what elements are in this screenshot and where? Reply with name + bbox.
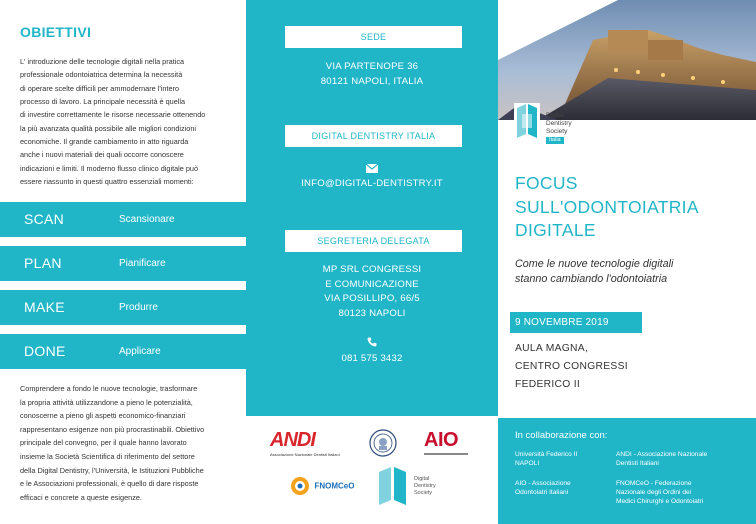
- objectives-line: la più avanzata qualità possibile alle migliori condizioni: [20, 123, 197, 133]
- event-date: 9 NOVEMBRE 2019: [510, 312, 642, 333]
- aio-wordmark: AIO: [424, 429, 459, 451]
- conclusion-line: Comprendere a fondo le nuove tecnologie, trasformare: [20, 384, 198, 393]
- title-line: FOCUS: [515, 173, 578, 193]
- conclusion-line: principale del convegno, per il quale hanno lavorato: [20, 438, 187, 448]
- logo-line: Dentistry: [546, 120, 572, 127]
- segreteria-label: SEGRETERIA DELEGATA: [285, 230, 462, 252]
- segreteria-line: VIA POSILLIPO, 66/5: [324, 293, 420, 305]
- objectives-line: economiche. Il grande cambiamento in atto riguarda: [20, 137, 189, 147]
- collab-line: AIO - Associazione: [515, 480, 571, 487]
- subtitle-line: stanno cambiando l'odontoiatria: [515, 273, 668, 285]
- step-done: [0, 334, 246, 369]
- sede-label: SEDE: [285, 26, 462, 48]
- step-word: DONE: [24, 343, 66, 359]
- collab-line: Università Federico II: [515, 451, 578, 458]
- segreteria-address: [246, 263, 498, 321]
- dds-small-line: Dentistry: [414, 483, 436, 489]
- digital-dentistry-society-logo: [514, 100, 624, 155]
- andi-logo: [270, 430, 360, 457]
- university-seal-logo: [369, 429, 397, 462]
- sede-address: [246, 60, 498, 89]
- conclusion-line: conoscerne a pieno gli aspetti economico-finanziari: [20, 411, 186, 421]
- aio-divider: [424, 453, 468, 455]
- fnomceo-logo: [290, 476, 354, 496]
- segreteria-line: 80123 NAPOLI: [338, 307, 406, 319]
- conclusion-line: della Digital Dentistry, l'Università, le Istituzioni Pubbliche: [20, 465, 204, 475]
- collab-line: ANDI - Associazione Nazionale: [616, 451, 708, 458]
- step-scan: [0, 202, 246, 237]
- right-panel: [498, 0, 756, 410]
- objectives-line: indicazioni e limiti. Il moderno flusso clinico digitale può: [20, 163, 199, 173]
- objectives-line: processo di lavoro. La principale necessità è quella: [20, 97, 186, 107]
- fnomceo-wordmark: FNOMCeO: [314, 481, 355, 491]
- segreteria-line: MP SRL CONGRESSI: [322, 264, 422, 275]
- collab-item-fnomceo: [616, 480, 703, 506]
- partner-logos: [246, 410, 498, 524]
- dds-small-line: Digital: [414, 476, 430, 482]
- andi-wordmark: ANDI: [270, 429, 315, 451]
- step-word: SCAN: [24, 211, 65, 227]
- venue-line: AULA MAGNA,: [515, 343, 589, 354]
- step-word: MAKE: [24, 299, 65, 315]
- dd-italia-label: DIGITAL DENTISTRY ITALIA: [285, 125, 462, 147]
- logo-line: Digital: [546, 112, 565, 119]
- objectives-line: professionale odontoiatrica determina la necessità: [20, 70, 183, 80]
- venue-line: FEDERICO II: [515, 379, 581, 390]
- subtitle-line: Come le nuove tecnologie digitali: [515, 258, 674, 270]
- step-desc: Applicare: [119, 346, 161, 357]
- fnomceo-emblem-icon: [290, 476, 310, 496]
- segreteria-line: E COMUNICAZIONE: [325, 278, 419, 290]
- step-word: PLAN: [24, 255, 62, 271]
- page-subtitle: [515, 257, 673, 287]
- andi-caption: Associazione Nazionale Dentisti Italiani: [270, 452, 340, 457]
- sede-line: VIA PARTENOPE 36: [325, 61, 419, 72]
- collaboration-panel: [498, 418, 756, 524]
- dds-small-text: [414, 476, 436, 497]
- objectives-line: L' introduzione delle tecnologie digitali nella pratica: [20, 57, 185, 66]
- step-make: [0, 290, 246, 325]
- step-desc: Scansionare: [119, 214, 175, 225]
- collab-item-andi: [616, 451, 707, 469]
- step-desc: Pianificare: [119, 258, 166, 269]
- collab-line: Odontoiatri Italiani: [515, 488, 569, 496]
- objectives-title: OBIETTIVI: [20, 24, 92, 40]
- objectives-line: di operare scelte difficili per ammodernare l'intero: [20, 83, 180, 93]
- dds-small-logo: [376, 466, 436, 511]
- sede-line: 80121 NAPOLI, ITALIA: [320, 75, 424, 87]
- envelope-icon: [246, 160, 498, 178]
- conclusion-line: la propria attività utilizzandone a pieno le potenzialità,: [20, 397, 193, 407]
- conclusion-line: rappresentano esigenze non più procrastinabili. Obiettivo: [20, 424, 205, 434]
- phone-number[interactable]: 081 575 3432: [341, 353, 403, 364]
- title-line: DIGITALE: [515, 220, 596, 240]
- left-panel: [0, 0, 246, 524]
- aio-logo: [424, 430, 468, 455]
- email-link[interactable]: INFO@DIGITAL-DENTISTRY.IT: [301, 178, 443, 189]
- step-desc: Produrre: [119, 302, 158, 313]
- logo-badge: Italia: [546, 137, 564, 144]
- step-plan: [0, 246, 246, 281]
- event-venue: [515, 340, 628, 394]
- collab-line: Medici Chirurghi e Odontoiatri: [616, 497, 704, 505]
- collaboration-title: In collaborazione con:: [515, 430, 608, 441]
- collab-line: NAPOLI: [515, 459, 540, 467]
- phone-icon: [246, 334, 498, 352]
- logo-line: Society: [546, 128, 568, 135]
- objectives-text: [20, 55, 226, 188]
- conclusion-line: efficaci e concrete a queste esigenze.: [20, 492, 142, 502]
- collab-line: Nazionale degli Ordini dei: [616, 488, 692, 496]
- title-line: SULL'ODONTOIATRIA: [515, 196, 699, 217]
- conclusion-text: [20, 382, 228, 504]
- middle-panel: [246, 0, 498, 410]
- venue-line: CENTRO CONGRESSI: [515, 361, 628, 372]
- collab-line: Dentisti Italiani: [616, 459, 659, 467]
- objectives-line: essere riassunto in questi quattro essenziali momenti:: [20, 177, 194, 187]
- logo-text: [546, 112, 572, 144]
- objectives-line: anche i nuovi materiali dei quali occorre conoscere: [20, 150, 184, 160]
- page-title: [515, 172, 699, 243]
- conclusion-line: insieme la Società Scientifica di riferimento del settore: [20, 451, 195, 461]
- collab-item-aio: [515, 480, 571, 498]
- conclusion-line: e le Associazioni professionali, è quello di dare risposte: [20, 479, 199, 489]
- objectives-line: di investire correttamente le risorse necessarie ottenendo: [20, 110, 206, 120]
- dds-small-line: Society: [414, 490, 433, 496]
- collab-item-unina: [515, 451, 577, 469]
- collab-line: FNOMCeO - Federazione: [616, 480, 692, 487]
